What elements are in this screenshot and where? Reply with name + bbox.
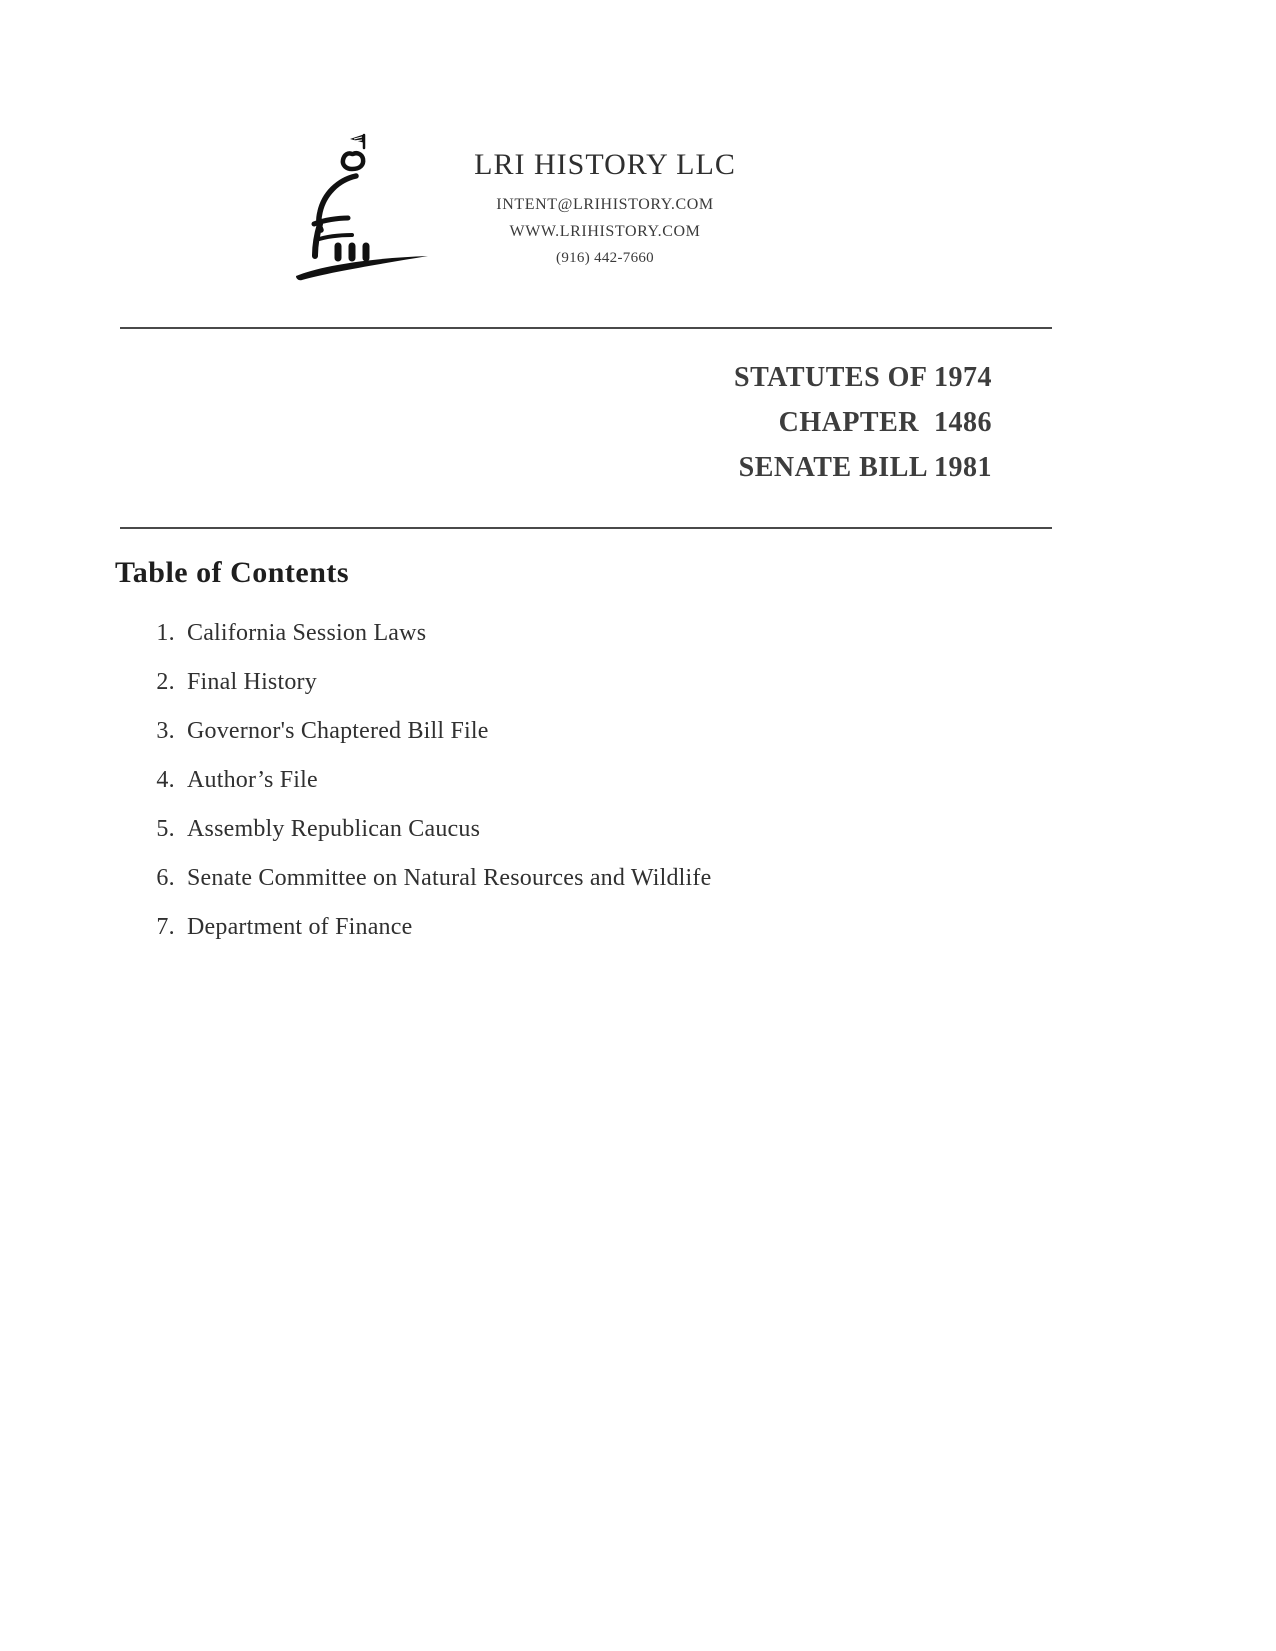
divider-bottom	[120, 527, 1052, 529]
toc-list	[143, 620, 711, 963]
toc-item-3: 3. Governor's Chaptered Bill File	[181, 718, 711, 745]
divider-top	[120, 327, 1052, 329]
chapter-line: CHAPTER 1486	[778, 407, 992, 438]
statutes-block	[734, 362, 992, 497]
toc-item-1: 1. California Session Laws	[181, 620, 711, 647]
statutes-line: STATUTES OF 1974	[734, 362, 992, 393]
senate-bill-line: SENATE BILL 1981	[738, 452, 992, 483]
company-phone: (916) 442-7660	[556, 250, 654, 266]
company-email: INTENT@LRIHISTORY.COM	[496, 196, 714, 213]
toc-item-7: 7. Department of Finance	[181, 914, 711, 941]
toc-title: Table of Contents	[115, 556, 350, 589]
toc-item-2: 2. Final History	[181, 669, 711, 696]
letterhead	[400, 148, 810, 276]
toc-item-5: 5. Assembly Republican Caucus	[181, 816, 711, 843]
toc-item-4: 4. Author’s File	[181, 767, 711, 794]
company-website: WWW.LRIHISTORY.COM	[509, 223, 701, 240]
toc-item-6: 6. Senate Committee on Natural Resources and Wildlife	[181, 865, 711, 892]
company-name: LRI HISTORY LLC	[474, 148, 736, 181]
